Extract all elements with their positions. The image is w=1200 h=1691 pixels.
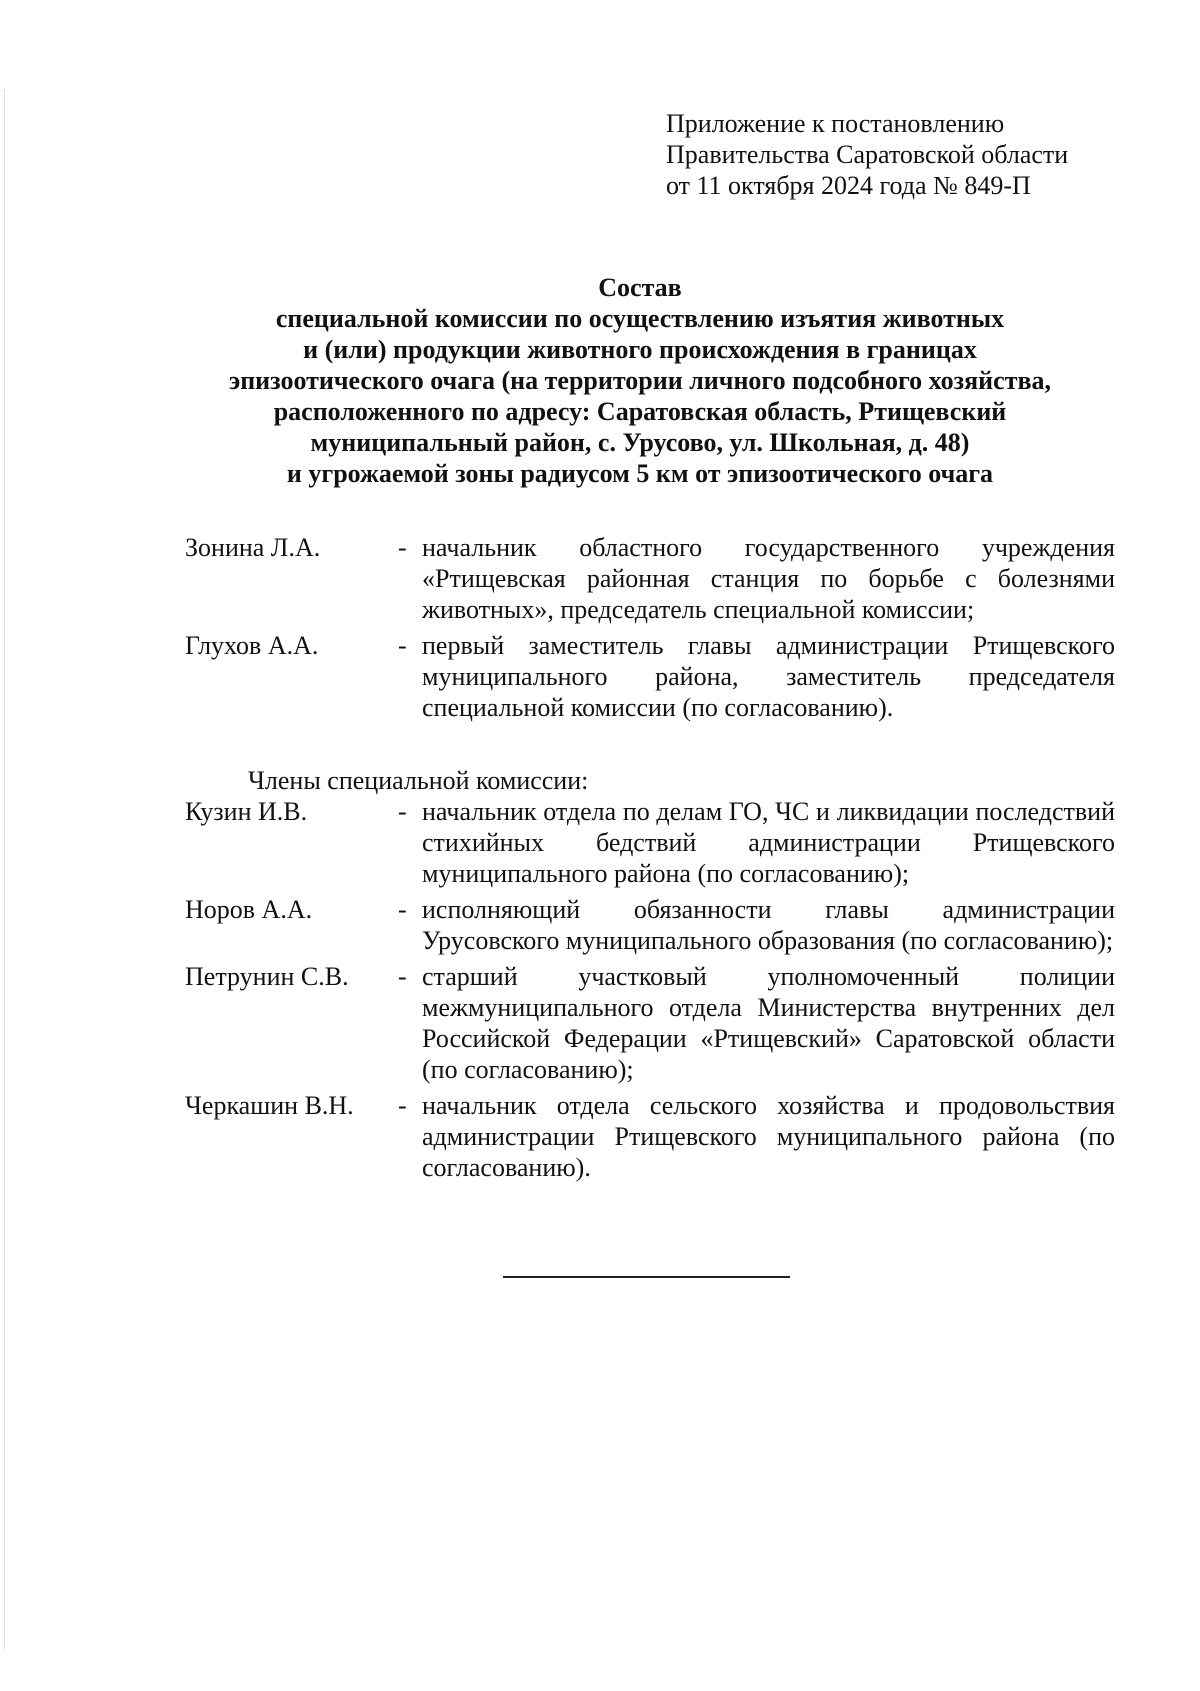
member-name: Норов А.А. bbox=[185, 895, 313, 924]
title-line-2: и (или) продукции животного происхождения в границах bbox=[303, 335, 977, 364]
member-dash: - bbox=[398, 895, 407, 924]
member-name: Петрунин С.В. bbox=[185, 962, 349, 991]
members-label: Члены специальной комиссии: bbox=[248, 766, 589, 795]
member-dash: - bbox=[398, 631, 407, 660]
title-line-6: и угрожаемой зоны радиусом 5 км от эпизоотического очага bbox=[286, 459, 994, 488]
list-item bbox=[185, 894, 1115, 956]
member-dash: - bbox=[398, 533, 407, 562]
members-list bbox=[185, 796, 1115, 1183]
list-item bbox=[185, 796, 1115, 889]
member-dash: - bbox=[398, 962, 407, 991]
list-item bbox=[185, 961, 1115, 1085]
member-name: Черкашин В.Н. bbox=[185, 1091, 354, 1120]
member-role: начальник отдела по делам ГО, ЧС и ликвидации последствий стихийных бедствий администрации Ртищевского муниципального района (по согласованию); bbox=[422, 797, 1115, 888]
appendix-header bbox=[666, 108, 1146, 201]
list-item bbox=[185, 630, 1115, 723]
scan-edge-marks bbox=[4, 90, 7, 1650]
header-line-2: Правительства Саратовской области bbox=[666, 140, 1069, 169]
title-line-4: расположенного по адресу: Саратовская область, Ртищевский bbox=[273, 397, 1007, 426]
title-line-5: муниципальный район, с. Урусово, ул. Школьная, д. 48) bbox=[310, 428, 970, 457]
leaders-list bbox=[185, 532, 1115, 723]
title-line-1: специальной комиссии по осуществлению изъятия животных bbox=[275, 304, 1005, 333]
member-name: Глухов А.А. bbox=[185, 631, 319, 660]
member-dash: - bbox=[398, 1091, 407, 1120]
member-dash: - bbox=[398, 797, 407, 826]
member-name: Зонина Л.А. bbox=[185, 533, 321, 562]
member-role: исполняющий обязанности главы администрации Урусовского муниципального образования (по согласованию); bbox=[422, 895, 1115, 955]
member-role: начальник отдела сельского хозяйства и продовольствия администрации Ртищевского муниципального района (по согласованию). bbox=[422, 1091, 1115, 1182]
member-name: Кузин И.В. bbox=[185, 797, 308, 826]
title-line-3: эпизоотического очага (на территории личного подсобного хозяйства, bbox=[228, 366, 1052, 395]
list-item bbox=[185, 1090, 1115, 1183]
member-role: первый заместитель главы администрации Ртищевского муниципального района, заместитель председателя специальной комиссии (по согласованию). bbox=[422, 631, 1115, 722]
member-role: старший участковый уполномоченный полиции межмуниципального отдела Министерства внутренних дел Российской Федерации «Ртищевский» Саратовской области (по согласованию); bbox=[422, 962, 1115, 1084]
header-line-1: Приложение к постановлению bbox=[666, 109, 1005, 138]
document-title bbox=[170, 272, 1110, 489]
title-main: Состав bbox=[598, 273, 682, 302]
list-item bbox=[185, 532, 1115, 625]
member-role: начальник областного государственного учреждения «Ртищевская районная станция по борьбе с болезнями животных», председатель специальной комиссии; bbox=[422, 533, 1115, 624]
header-line-3: от 11 октября 2024 года № 849-П bbox=[666, 171, 1031, 200]
closing-divider bbox=[503, 1276, 790, 1278]
